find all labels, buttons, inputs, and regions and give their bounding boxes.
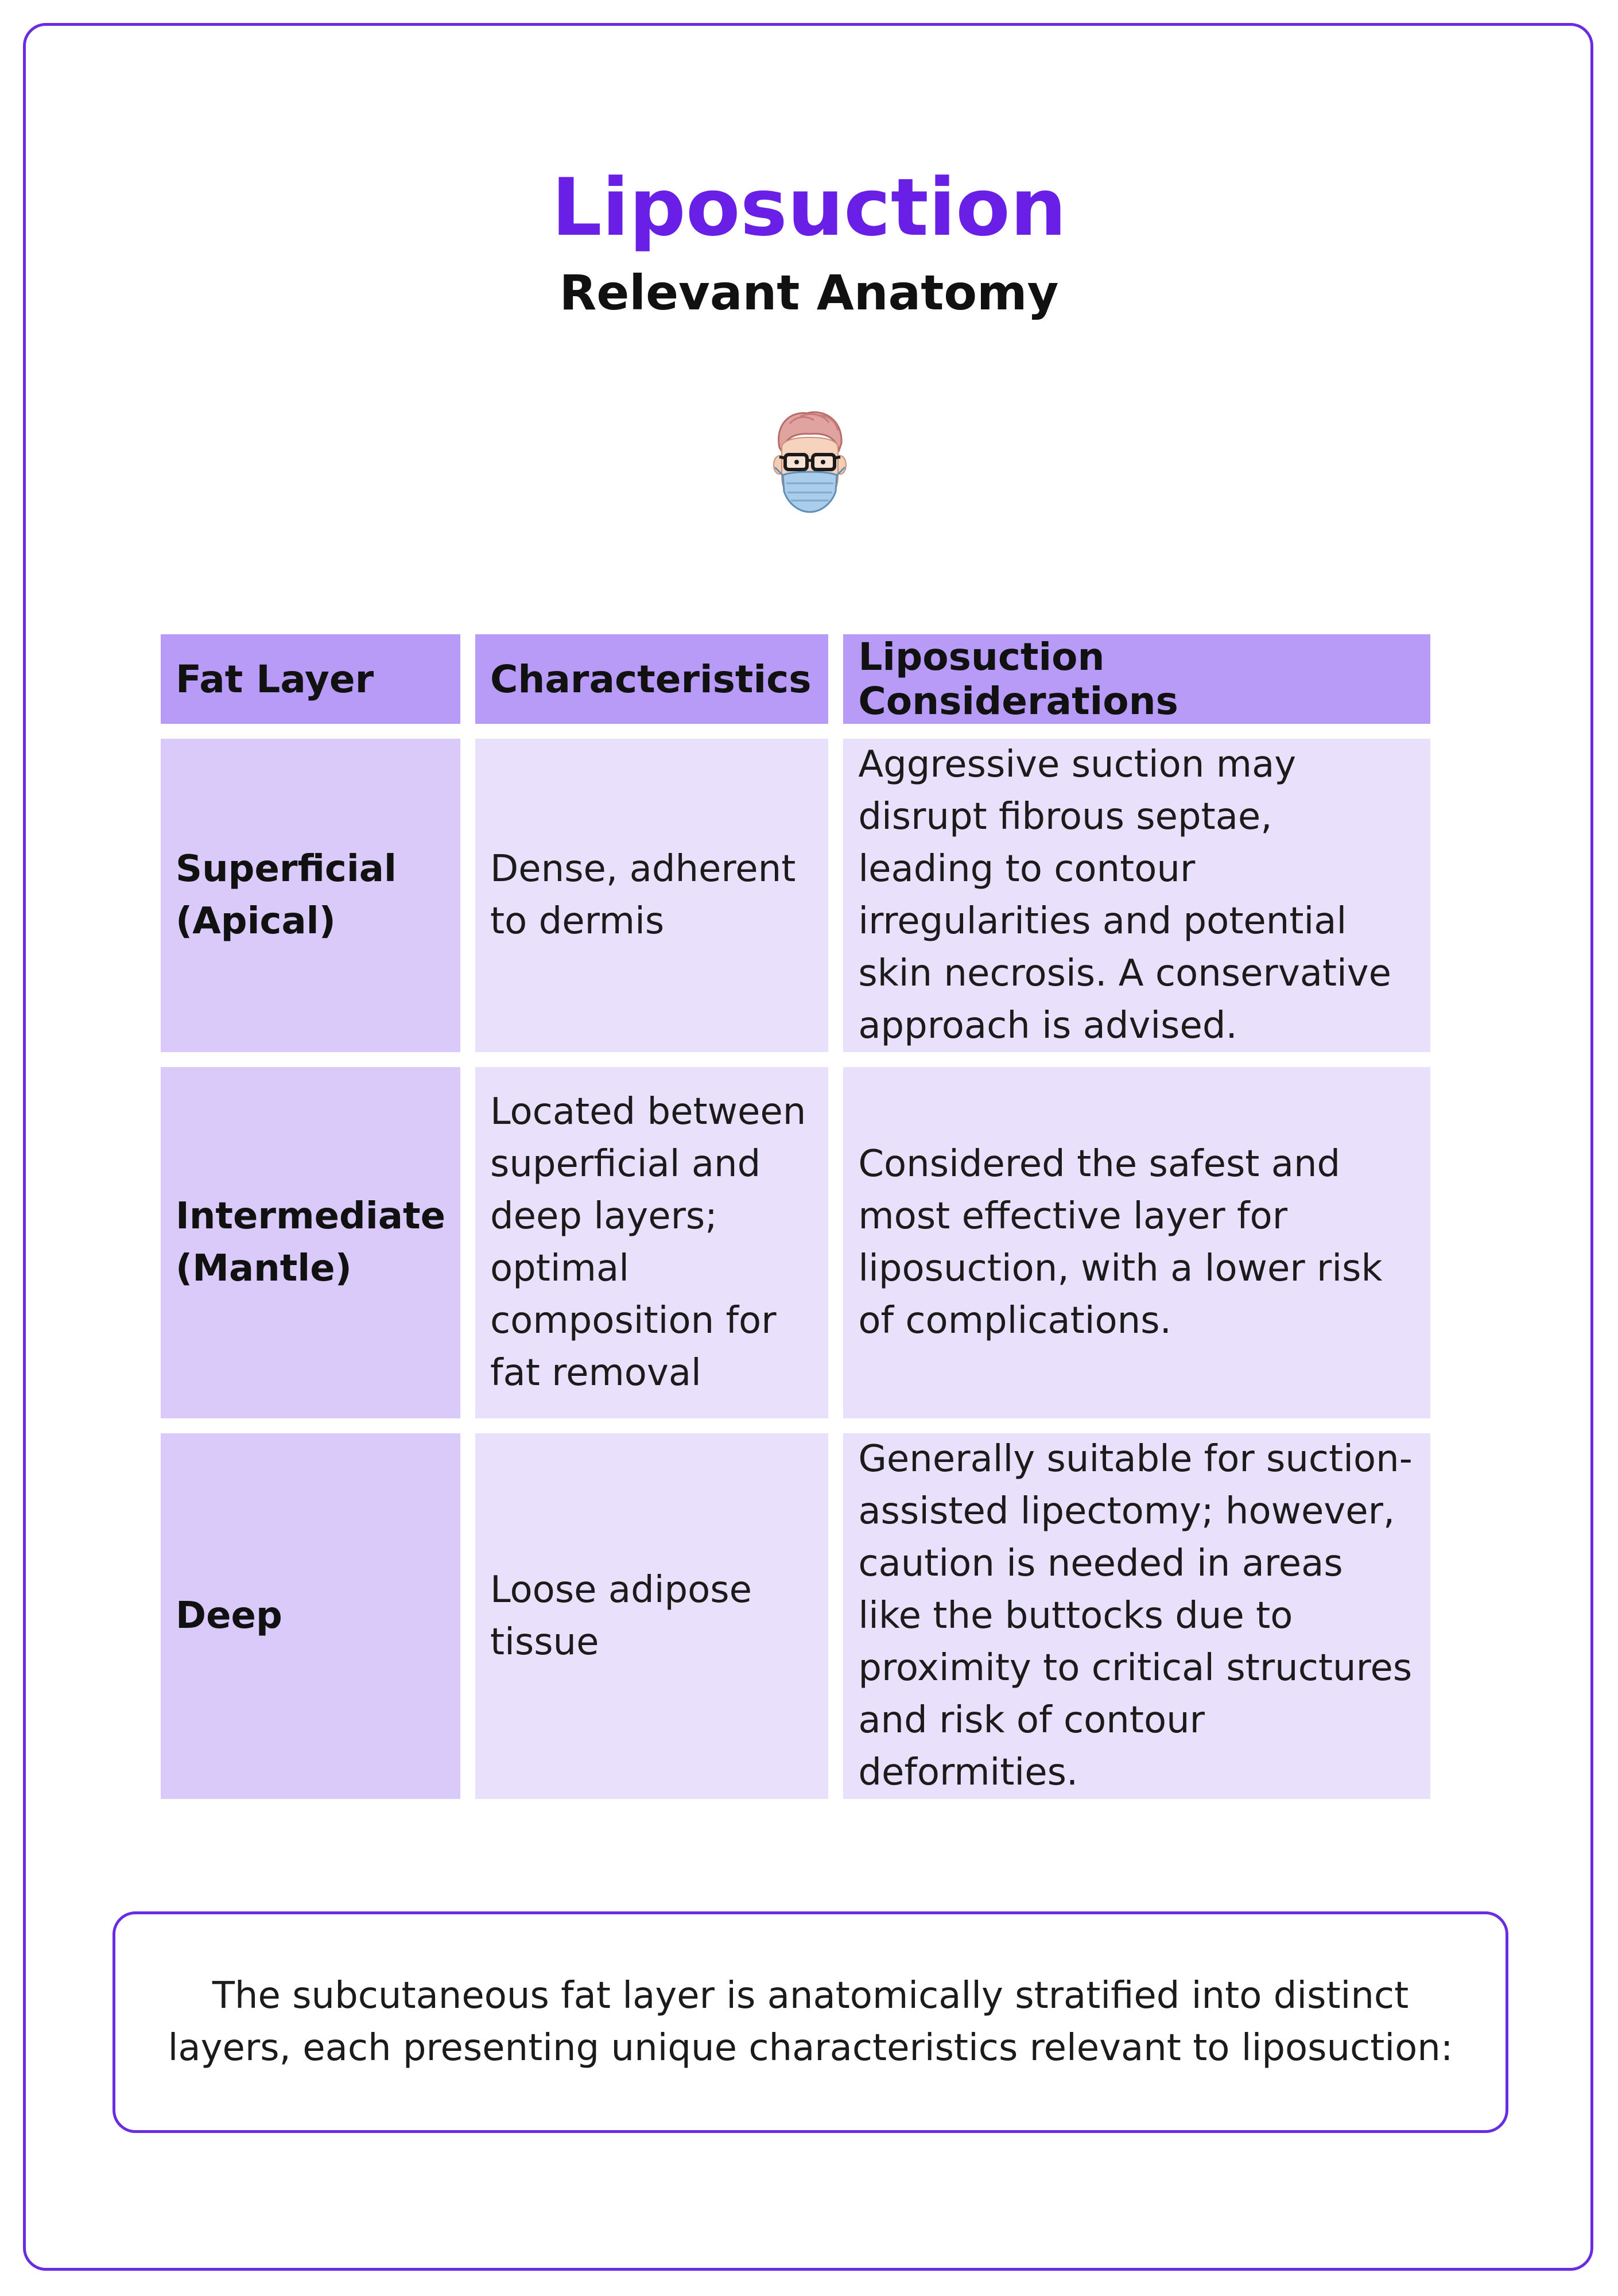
table-row <box>161 739 1430 1052</box>
considerations-cell: Generally suitable for suction-assisted lipectomy; however, caution is needed in areas like the buttocks due to proximity to critical structures and risk of contour deformities. <box>843 1433 1430 1799</box>
considerations-cell: Considered the safest and most effective layer for liposuction, with a lower risk of complications. <box>843 1067 1430 1418</box>
surgeon-avatar-icon <box>767 408 853 517</box>
header-fat-layer: Fat Layer <box>161 634 460 724</box>
summary-note-box <box>112 1911 1508 2133</box>
fat-layer-cell: Deep <box>161 1433 460 1799</box>
considerations-cell: Aggressive suction may disrupt fibrous septae, leading to contour irregularities and potential skin necrosis. A conservative approach is advised. <box>843 739 1430 1052</box>
characteristics-cell: Dense, adherent to dermis <box>475 739 828 1052</box>
characteristics-cell: Located between superficial and deep layers; optimal composition for fat removal <box>475 1067 828 1418</box>
fat-layer-cell: Intermediate (Mantle) <box>161 1067 460 1418</box>
table-row <box>161 1067 1430 1418</box>
characteristics-cell: Loose adipose tissue <box>475 1433 828 1799</box>
header-considerations: Liposuction Considerations <box>843 634 1430 724</box>
page-title: Liposuction <box>551 161 1067 254</box>
anatomy-table <box>146 619 1445 1814</box>
summary-note-text: The subcutaneous fat layer is anatomically stratified into distinct layers, each presenting unique characteristics relevant to liposuction: <box>168 1975 1453 2069</box>
table-row <box>161 1433 1430 1799</box>
table-header-row <box>161 634 1430 724</box>
page-subtitle: Relevant Anatomy <box>559 265 1059 321</box>
header-characteristics: Characteristics <box>475 634 828 724</box>
fat-layer-cell: Superficial (Apical) <box>161 739 460 1052</box>
